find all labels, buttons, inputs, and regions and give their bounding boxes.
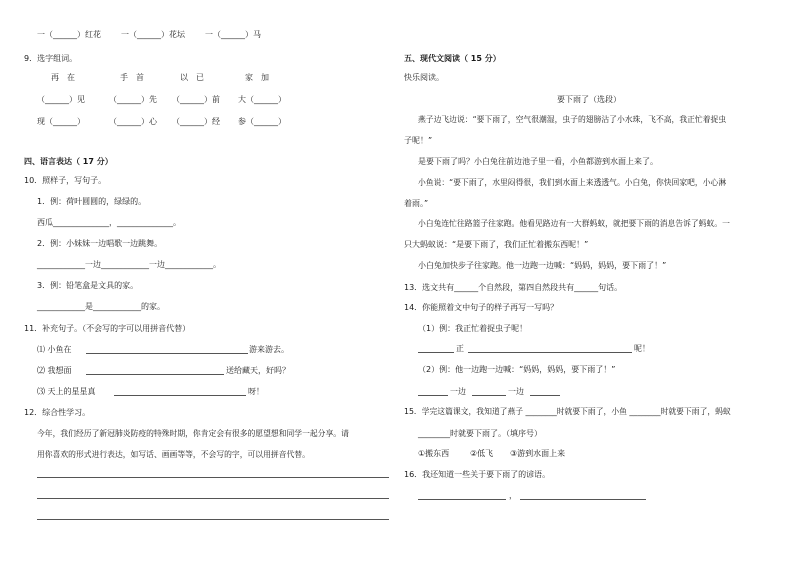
q12-answer-line-2 [37, 498, 389, 499]
passage-p2: 是要下雨了吗？小白兔往前边池子里一看，小鱼都游到水面上来了。 [418, 157, 658, 166]
question-12: 12．综合性学习。 [24, 408, 91, 417]
q10-3-example: 3．例：铅笔盒是文具的家。 [37, 281, 139, 290]
q14-1-mid: 正 [456, 344, 464, 353]
passage-p5: 小白兔加快步子往家跑。他一边跑一边喊：“妈妈，妈妈，要下雨了！” [418, 261, 667, 270]
q14-2-example: （2）例：他一边跑一边喊：“妈妈，妈妈，要下雨了！” [418, 365, 616, 374]
passage-p1-line1: 燕子边飞边说：“要下雨了，空气很潮湿，虫子的翅膀沾了小水珠，飞不高，我正忙着捉虫 [418, 115, 727, 124]
passage-title: 要下雨了（选段） [557, 95, 621, 104]
q14-1-blank-a [418, 352, 454, 353]
q14-2-blank-a [418, 395, 448, 396]
q16-blank-1 [418, 499, 506, 500]
question-14: 14．你能照着文中句子的样子再写一写吗？ [404, 303, 559, 312]
passage-p3-line2: 着雨。” [404, 199, 429, 208]
question-15-line1: 15．学完这篇课文，我知道了燕子 ________时就要下雨了，小鱼 ________时就要下雨了，蚂蚁 [404, 407, 731, 416]
question-10: 10．照样子，写句子。 [24, 176, 107, 185]
measure-word-1: 一（______）红花 [37, 30, 101, 39]
q9-chars-2: 手 首 [120, 73, 144, 82]
q11-2-start: ⑵ 我想面 [37, 366, 72, 375]
q9-chars-4: 家 加 [245, 73, 269, 82]
q10-2-fill: ____________一边____________一边____________。 [37, 260, 221, 269]
q11-2-blank [86, 374, 224, 375]
q11-3-blank [114, 395, 246, 396]
q11-3-start: ⑶ 天上的星星真 [37, 387, 96, 396]
q12-answer-line-3 [37, 519, 389, 520]
q16-separator: ， [509, 491, 517, 500]
passage-p3-line1: 小鱼说：“要下雨了，水里闷得很，我们到水面上来透透气。小白兔，你快回家吧，小心淋 [418, 178, 727, 187]
question-9: 9．选字组词。 [24, 54, 78, 63]
q9-row2-3: （______）经 [172, 117, 220, 126]
q10-2-example: 2．例：小妹妹一边唱歌一边跳舞。 [37, 239, 163, 248]
q9-row1-2: （______）先 [109, 95, 157, 104]
q9-chars-3: 以 已 [180, 73, 204, 82]
q10-1-example: 1．例：荷叶圆圆的，绿绿的。 [37, 197, 147, 206]
q11-1-end: 游来游去。 [249, 345, 289, 354]
q9-chars-1: 再 在 [51, 73, 75, 82]
q16-blank-2 [520, 499, 646, 500]
q12-answer-line-1 [37, 477, 389, 478]
q9-row2-2: （______）心 [109, 117, 157, 126]
q14-2-word-a: 一边 [450, 387, 466, 396]
q11-1-start: ⑴ 小鱼在 [37, 345, 72, 354]
q14-1-blank-b [468, 352, 632, 353]
section-4-heading: 四、语言表达（ 17 分） [24, 157, 113, 166]
q9-row1-1: （______）见 [37, 95, 85, 104]
question-15-line2: ________时就要下雨了。（填序号） [418, 429, 542, 438]
passage-p4-line2: 只大蚂蚁说：“是要下雨了，我们正忙着搬东西呢！” [404, 240, 589, 249]
q11-1-blank [86, 353, 248, 354]
section-5-heading: 五、现代文阅读（ 15 分） [404, 54, 501, 63]
measure-word-3: 一（______）马 [205, 30, 261, 39]
q15-option-3: ③游到水面上来 [510, 449, 566, 458]
q12-text-line2: 用你喜欢的形式进行表达，如写话、画画等等，不会写的字，可以用拼音代替。 [37, 450, 310, 459]
question-11: 11．补充句子。（不会写的字可以用拼音代替） [24, 324, 191, 333]
q14-1-end: 呢！ [634, 344, 650, 353]
passage-p1-line2: 子呢！” [404, 136, 433, 145]
question-13: 13．选文共有______个自然段，第四自然段共有______句话。 [404, 283, 623, 292]
q9-row1-4: 大（______） [238, 95, 286, 104]
q14-1-example: （1）例：我正忙着捉虫子呢！ [418, 324, 528, 333]
q9-row2-1: 现（______） [37, 117, 85, 126]
q12-text-line1: 今年，我们经历了新冠肺炎防疫的特殊时期，你肯定会有很多的愿望想和同学一起分享。请 [37, 429, 349, 438]
q9-row2-4: 参（______） [238, 117, 286, 126]
passage-p4-line1: 小白兔连忙往路篮子往家跑。他看见路边有一大群蚂蚁，就把要下雨的消息告诉了蚂蚁。一 [418, 219, 730, 228]
measure-word-2: 一（______）花坛 [121, 30, 185, 39]
question-16: 16．我还知道一些关于要下雨了的谚语。 [404, 470, 551, 479]
q14-2-blank-c [530, 395, 560, 396]
q15-option-2: ②低飞 [470, 449, 494, 458]
q15-option-1: ①搬东西 [418, 449, 450, 458]
reading-intro: 快乐阅读。 [404, 73, 444, 82]
q11-2-end: 送给藏天，好吗？ [226, 366, 290, 375]
q11-3-end: 呀！ [248, 387, 264, 396]
q14-2-word-b: 一边 [508, 387, 524, 396]
q9-row1-3: （______）前 [172, 95, 220, 104]
q10-1-fill: 西瓜______________，______________。 [37, 218, 181, 227]
q10-3-fill: ____________是____________的家。 [37, 302, 165, 311]
q14-2-blank-b [472, 395, 506, 396]
